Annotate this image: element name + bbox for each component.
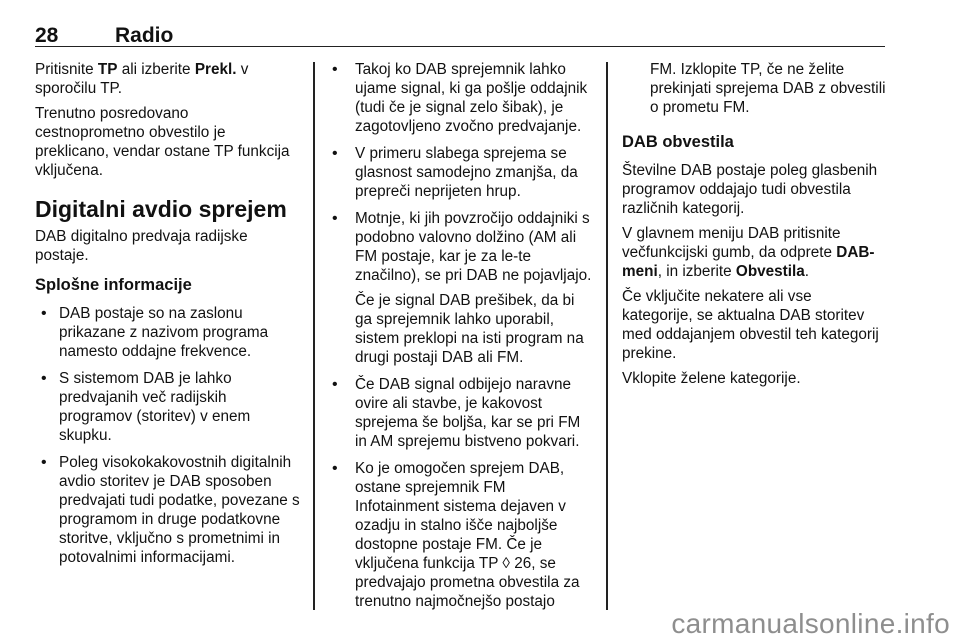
list-item: • DAB postaje so na zaslonu prikazane z nazivom programa namesto oddajne frekvence. bbox=[35, 304, 300, 361]
paragraph-announcements-intro: Številne DAB postaje poleg glasbenih programov oddajajo tudi obvestila različnih kategorij. bbox=[622, 162, 878, 217]
column-3 bbox=[622, 60, 886, 394]
dab-features-list-2 bbox=[328, 375, 592, 611]
paragraph-dab-menu: V glavnem meniju DAB pritisnite večfunkcijski gumb, da odprete DAB-meni, in izberite Obvestila. bbox=[622, 225, 875, 280]
list-item-continuation: FM. Izklopite TP, če ne želite prekinjati sprejema DAB z obvestili o prometu FM. bbox=[650, 61, 886, 116]
list-item: • V primeru slabega sprejema se glasnost samodejno zmanjša, da prepreči neprijeten hrup. bbox=[328, 144, 592, 201]
heading-general-info: Splošne informacije bbox=[35, 276, 192, 294]
watermark: carmanualsonline.info bbox=[671, 608, 950, 639]
section-title: Radio bbox=[115, 24, 174, 47]
list-item: • Motnje, ki jih povzročijo oddajniki s podobno valovno dolžino (AM ali FM postaje, kar je za le-te značilno), se pri DAB ne pojavljajo. bbox=[328, 209, 592, 285]
paragraph-enable-categories: Vklopite želene kategorije. bbox=[622, 370, 801, 387]
paragraph-categories: Če vključite nekatere ali vse kategorije, se aktualna DAB storitev med oddajanjem obvestil teh kategorij prekine. bbox=[622, 288, 879, 362]
paragraph-dab-intro: DAB digitalno predvaja radijske postaje. bbox=[35, 228, 248, 264]
list-item: • S sistemom DAB je lahko predvajanih več radijskih programov (storitev) v enem skupku. bbox=[35, 369, 300, 445]
column-1 bbox=[35, 60, 300, 575]
list-item: • Če DAB signal odbijejo naravne ovire ali stavbe, je kakovost sprejema še boljša, kar se pri FM in AM sprejemu bistveno pokvari. bbox=[328, 375, 592, 451]
page-number: 28 bbox=[35, 24, 59, 47]
list-item: • Poleg visokokakovostnih digitalnih avdio storitev je DAB sposoben predvajati tudi podatke, povezane s programom in druge podatkovne storitve, vključno s prometnimi in potovalnimi informacijami. bbox=[35, 453, 300, 567]
list-item: • Takoj ko DAB sprejemnik lahko ujame signal, ki ga pošlje oddajnik (tudi če je signal zelo šibak), je zagotovljeno zvočno predvajanje. bbox=[328, 60, 592, 136]
dab-features-list bbox=[328, 60, 592, 285]
heading-digital-audio: Digitalni avdio sprejem bbox=[35, 196, 287, 222]
heading-dab-announcements: DAB obvestila bbox=[622, 133, 734, 151]
page-reference-arrow-icon: ◊ bbox=[502, 555, 510, 572]
general-info-list bbox=[35, 304, 300, 567]
paragraph-tp-status: Trenutno posredovano cestnoprometno obvestilo je preklicano, vendar ostane TP funkcija vključena. bbox=[35, 105, 290, 179]
list-item-continuation: Če je signal DAB prešibek, da bi ga sprejemnik lahko uporabil, sistem preklopi na isti program na drugi postaji DAB ali FM. bbox=[355, 292, 584, 366]
list-item: • Ko je omogočen sprejem DAB, ostane sprejemnik FM Infotainment sistema dejaven v ozadju in stalno išče najboljše dostopne postaje FM. Če je vključena funkcija TP ◊ 26, se predvajajo prometna obvestila za trenutno najmočnejšo postajo bbox=[328, 459, 592, 611]
column-divider-1 bbox=[313, 62, 315, 610]
column-divider-2 bbox=[606, 62, 608, 610]
column-2 bbox=[328, 60, 592, 619]
page-header bbox=[35, 4, 885, 47]
paragraph-tp-cancel: Pritisnite TP ali izberite Prekl. v sporočilu TP. bbox=[35, 61, 249, 97]
